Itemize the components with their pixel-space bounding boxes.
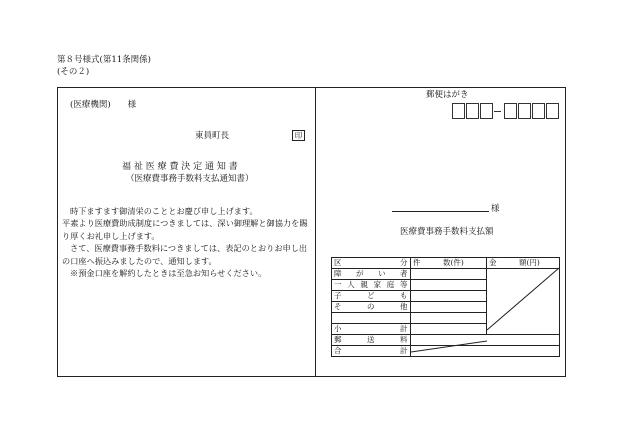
seal-mark: 印 — [292, 130, 305, 141]
count-cell — [411, 302, 487, 313]
count-cell — [411, 313, 487, 324]
notice-subtitle: （医療費事務手数料支払通知書） — [126, 174, 254, 184]
row-label: 一人親家庭等 — [332, 280, 411, 291]
count-cell — [411, 280, 487, 291]
zip-separator — [494, 111, 501, 112]
row-label: 子ども — [332, 291, 411, 302]
amount-cell-crossed — [487, 269, 560, 335]
recipient-line: (医療機関) 様 — [70, 100, 137, 110]
header-amount: 金 額(円) — [487, 258, 560, 269]
row-label — [332, 313, 411, 324]
table-row — [332, 269, 560, 280]
zip-box — [466, 103, 479, 119]
postcard-label: 郵便はがき — [426, 90, 469, 100]
header-count: 件 数(件) — [411, 258, 487, 269]
zip-box — [504, 103, 517, 119]
table-title: 医療費事務手数料支払額 — [400, 227, 494, 237]
account-note: ※預金口座を解約したときは至急お知らせください。 — [70, 268, 267, 278]
header-category: 区 分 — [332, 258, 411, 269]
postage-cell-crossed — [411, 335, 560, 346]
table-row — [332, 335, 560, 346]
zip-box — [452, 103, 465, 119]
count-cell — [411, 269, 487, 280]
row-label: 障がい者 — [332, 269, 411, 280]
total-cell — [411, 346, 560, 357]
thanks-paragraph: 平素より医療費助成制度につきましては、深い御理解と御協力を賜り厚くお礼申し上げます。 — [62, 218, 308, 241]
zip-box — [518, 103, 531, 119]
fee-table — [331, 257, 560, 357]
addressee-suffix: 様 — [491, 204, 500, 214]
form-number: 第８号様式(第11条関係) — [57, 55, 151, 65]
form-sub-number: (その２) — [57, 67, 90, 77]
zip-box — [546, 103, 559, 119]
row-label: 合計 — [332, 346, 411, 357]
zip-box — [480, 103, 493, 119]
notice-title: 福 祉 医 療 費 決 定 通 知 書 — [122, 162, 238, 172]
sender-name: 東員町長 — [195, 131, 230, 141]
count-cell — [411, 291, 487, 302]
payment-paragraph: さて、医療費事務手数料につきましては、表記のとおりお申し出の口座へ振込みましたので、通知します。 — [62, 243, 308, 266]
table-header-row — [332, 258, 560, 269]
table-row — [332, 346, 560, 357]
row-label: 郵送料 — [332, 335, 411, 346]
center-divider — [315, 87, 316, 377]
row-label: 小計 — [332, 324, 411, 335]
count-cell — [411, 324, 487, 335]
addressee-line — [392, 211, 489, 212]
greeting-paragraph: 時下ますます御清栄のこととお慶び申し上げます。 — [70, 206, 258, 216]
zip-box — [532, 103, 545, 119]
row-label: その他 — [332, 302, 411, 313]
